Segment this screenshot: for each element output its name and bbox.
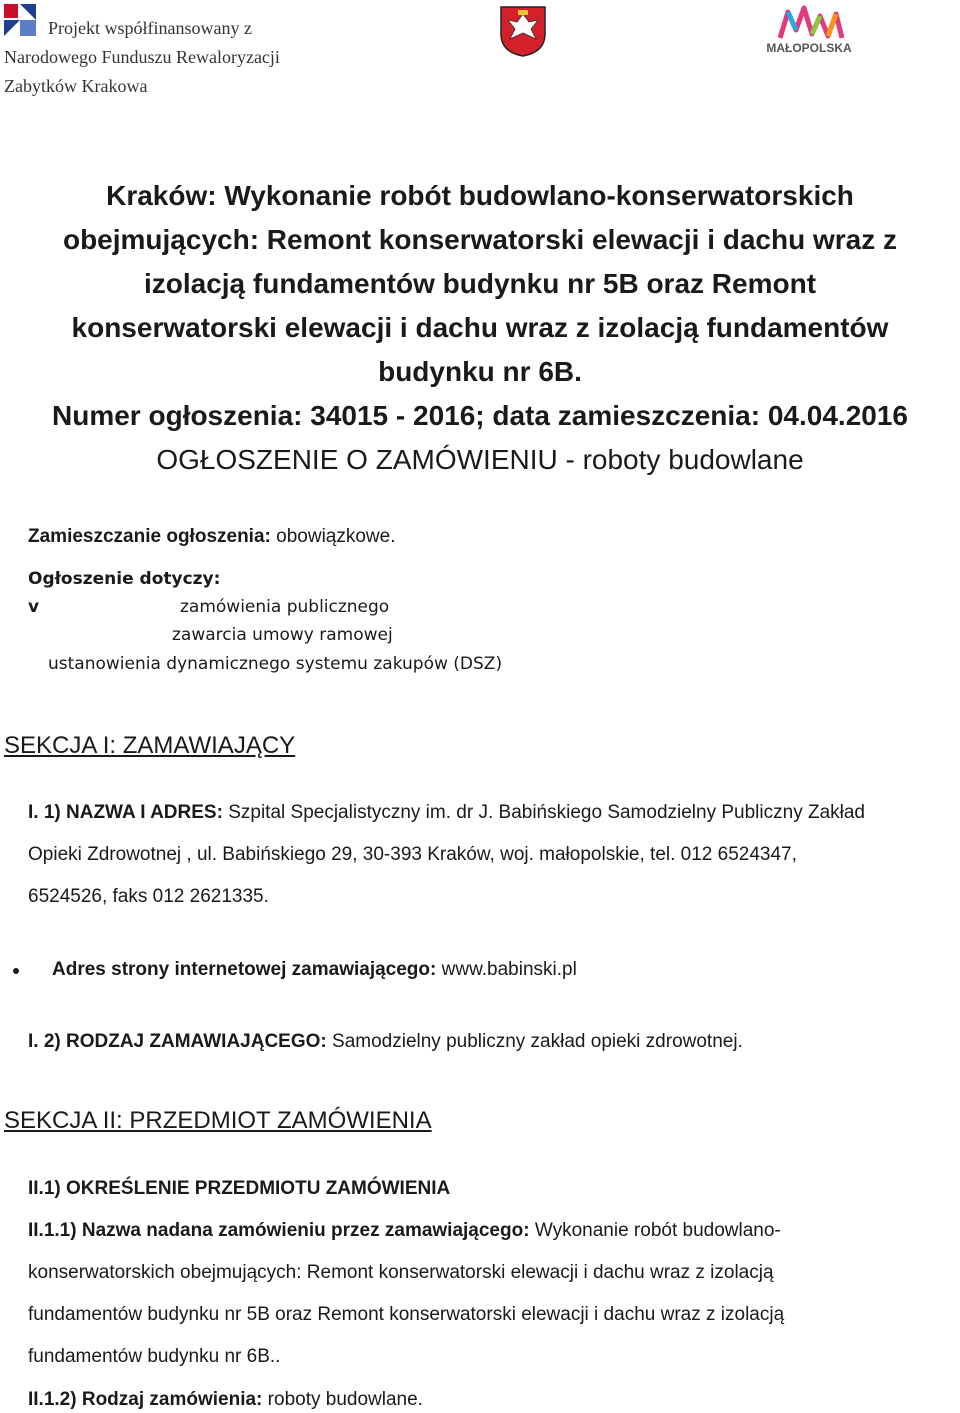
malopolska-logo [760,4,858,56]
section-1-heading: SEKCJA I: ZAMAWIAJĄCY [4,732,296,759]
announcement-type: OGŁOSZENIE O ZAMÓWIENIU - roboty budowlane [156,444,804,475]
nfrzk-logo-icon [4,4,36,36]
title-line-3: izolacją fundamentów budynku nr 5B oraz Remont [143,268,817,299]
name-line-3: 6524526, faks 012 2621335. [28,886,269,907]
contract-kind-label: II.1.2) Rodzaj zamówienia: [28,1389,263,1410]
posting-value: obowiązkowe. [276,526,396,547]
title-line-2: obejmujących: Remont konserwatorski elewacji i dachu wraz z [62,224,898,255]
announcement-number: Numer ogłoszenia: 34015 - 2016; data zamieszczenia: 04.04.2016 [52,400,908,431]
website-line [52,959,577,981]
contract-name-line-3: fundamentów budynku nr 5B oraz Remont konserwatorski elewacji i dachu wraz z izolacją [28,1304,785,1325]
selected-mark: v [28,597,40,617]
name-line-1: Szpital Specjalistyczny im. dr J. Babińskiego Samodzielny Publiczny Zakład [228,802,865,823]
funder-line-2: Narodowego Funduszu Rewaloryzacji [4,47,280,67]
contract-name-label: II.1.1) Nazwa nadana zamówieniu przez zamawiającego: [28,1220,530,1241]
title-line-5: budynku nr 6B. [378,356,582,387]
option-framework-agreement: zawarcia umowy ramowej [172,625,393,645]
option-public-contract: zamówienia publicznego [180,597,390,617]
title-line-1: Kraków: Wykonanie robót budowlano-konserwatorskich [106,180,854,211]
contract-name-line-2: konserwatorskich obejmujących: Remont konserwatorski elewacji i dachu wraz z izolacją [28,1262,774,1283]
bullet-icon [13,968,19,974]
document-title [0,174,960,482]
option-dps: ustanowienia dynamicznego systemu zakupów (DSZ) [48,654,503,674]
section-2-heading: SEKCJA II: PRZEDMIOT ZAMÓWIENIA [4,1107,432,1134]
contracting-authority-name [28,792,960,918]
contract-name-block [28,1210,960,1378]
subject-definition-heading: II.1) OKREŚLENIE PRZEDMIOTU ZAMÓWIENIA [28,1178,451,1199]
authority-type-label: I. 2) RODZAJ ZAMAWIAJĄCEGO: [28,1031,327,1052]
posting-label: Zamieszczanie ogłoszenia: [28,526,271,547]
name-line-2: Opieki Zdrowotnej , ul. Babińskiego 29, 30-393 Kraków, woj. małopolskie, tel. 012 6524347, [28,844,797,865]
authority-type-line [28,1031,743,1053]
name-address-label: I. 1) NAZWA I ADRES: [28,802,223,823]
authority-type-value: Samodzielny publiczny zakład opieki zdrowotnej. [332,1031,743,1052]
contract-kind-line [28,1389,423,1411]
contract-kind-value: roboty budowlane. [267,1389,423,1410]
website-label: Adres strony internetowej zamawiającego: [52,959,437,980]
malopolska-logo-text: MAŁOPOLSKA [766,41,852,55]
contract-name-line-4: fundamentów budynku nr 6B.. [28,1346,281,1367]
funder-line-3: Zabytków Krakowa [4,76,148,96]
concerns-label: Ogłoszenie dotyczy: [28,569,221,589]
posting-line [28,526,395,548]
website-link[interactable]: www.babinski.pl [441,959,577,980]
contract-name-line-1: Wykonanie robót budowlano- [534,1220,781,1241]
title-line-4: konserwatorski elewacji i dachu wraz z izolacją fundamentów [71,312,889,343]
voivodeship-crest-icon [498,4,548,58]
funder-line-1: Projekt współfinansowany z [48,18,252,38]
